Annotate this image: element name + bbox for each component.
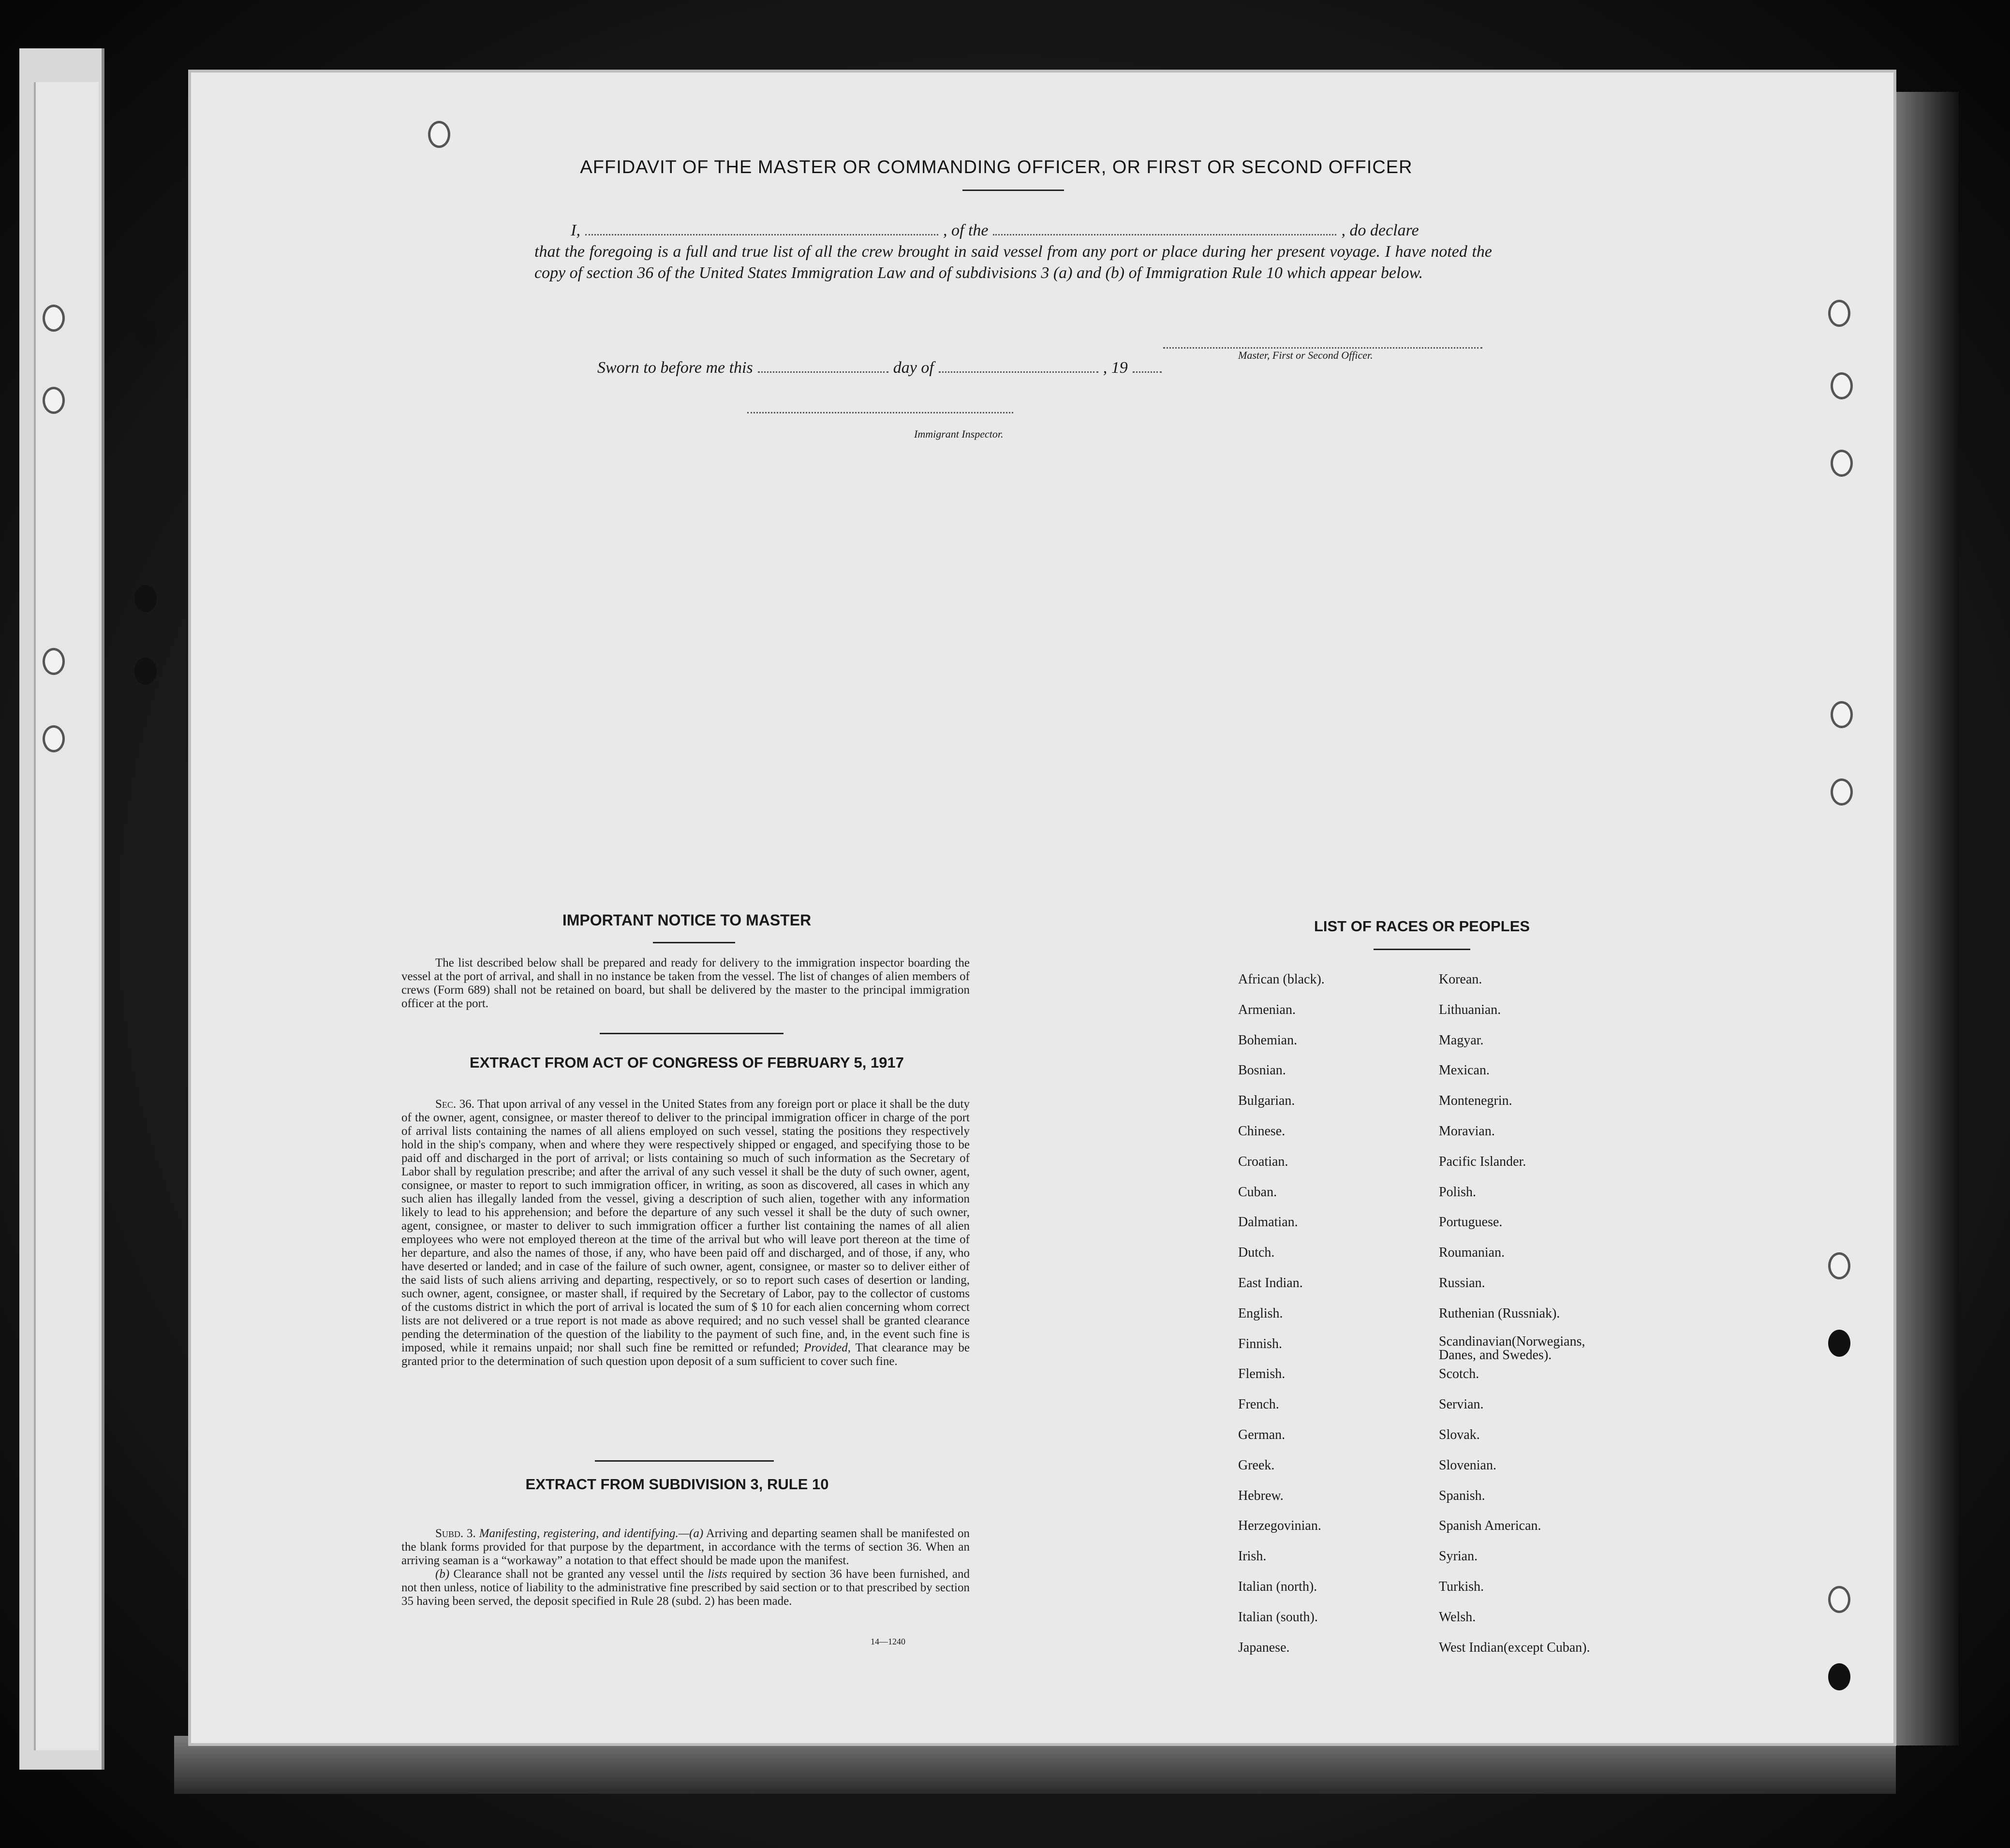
inspector-signature-field[interactable] [747, 412, 1013, 413]
sworn-line [597, 358, 1202, 377]
act-title: EXTRACT FROM ACT OF CONGRESS OF FEBRUARY 5, 1917 [470, 1054, 904, 1071]
affidavit-i: I, [571, 221, 580, 239]
race-item: Japanese. [1238, 1640, 1290, 1655]
divider [1374, 949, 1470, 950]
binder-hole [428, 121, 450, 148]
binder-hole [1831, 372, 1853, 399]
race-item: Scandinavian(Norwegians, Danes, and Swedes). [1439, 1334, 1585, 1363]
name-field[interactable] [585, 220, 938, 235]
divider [595, 1460, 774, 1462]
race-item: Dalmatian. [1238, 1215, 1298, 1230]
binder-hole [43, 305, 65, 332]
inspector-label: Immigrant Inspector. [914, 428, 1004, 440]
affidavit-of-the: , of the [943, 221, 989, 239]
races-title: LIST OF RACES OR PEOPLES [1314, 918, 1530, 935]
race-item: Polish. [1439, 1184, 1477, 1200]
subdivision-label: Subd. 3. [435, 1527, 476, 1540]
race-item: Lithuanian. [1439, 1002, 1501, 1017]
binder-hole [1831, 450, 1853, 477]
race-item: Mexican. [1439, 1063, 1490, 1078]
binder-hole [1831, 701, 1853, 728]
vessel-field[interactable] [993, 220, 1336, 235]
master-signature-label: Master, First or Second Officer. [1238, 349, 1373, 361]
race-item: West Indian(except Cuban). [1439, 1640, 1590, 1655]
race-item: Roumanian. [1439, 1245, 1505, 1261]
binder-hole [1828, 300, 1850, 327]
race-item: Irish. [1238, 1549, 1267, 1564]
race-item: German. [1238, 1427, 1286, 1442]
act-body-end: That clearance may be granted prior to the determination of such question upon deposit of a sum sufficient to cover such fine. [401, 1341, 970, 1368]
race-item: Russian. [1439, 1275, 1485, 1291]
form-number: 14—1240 [871, 1637, 905, 1646]
manifest-page [191, 73, 1893, 1743]
binder-hole-dark [1828, 1330, 1850, 1357]
binder-hole [43, 387, 65, 414]
subdivision-text-b1: Clearance shall not be granted any vessel until the [453, 1568, 704, 1581]
affidavit-declaration-line [534, 220, 1492, 241]
subdivision-text-b2: required by section 36 have been furnished, and not then unless, notice of liability to the administrative fine prescribed by said section or to that prescribed by section 35 having been served, the deposit specified in Rule 28 (subd. 2) has been made. [401, 1568, 970, 1608]
day-of-label: day of [893, 359, 934, 377]
race-item: Bosnian. [1238, 1063, 1286, 1078]
sworn-year-field[interactable] [1133, 358, 1162, 373]
act-section-label: Sec. 36. [435, 1098, 474, 1111]
race-item: Welsh. [1439, 1609, 1476, 1625]
race-item: Hebrew. [1238, 1488, 1284, 1503]
race-item: Bulgarian. [1238, 1093, 1295, 1109]
divider [600, 1033, 783, 1034]
race-item: Armenian. [1238, 1002, 1296, 1017]
race-item: Dutch. [1238, 1245, 1275, 1261]
binder-hole-dark [1828, 1663, 1850, 1690]
subdivision-text-a: Arriving and departing seamen shall be manifested on the blank forms provided for that purpose by the department, in accordance with the terms of section 36. When an arriving seaman is a “workaway” a notation to that effect should be made upon the manifest. [401, 1527, 970, 1567]
binder-hole-dark [134, 242, 157, 269]
binder-hole [1828, 1252, 1850, 1279]
race-item: Scotch. [1439, 1366, 1479, 1382]
year-label: , 19 [1103, 359, 1128, 377]
race-item: Turkish. [1439, 1579, 1484, 1594]
race-item: Montenegrin. [1439, 1093, 1512, 1109]
race-item: Moravian. [1439, 1123, 1495, 1139]
binder-hole-dark [134, 585, 157, 612]
race-item: Slovak. [1439, 1427, 1480, 1442]
race-item: Italian (north). [1238, 1579, 1317, 1594]
act-provided: Provided, [804, 1341, 851, 1354]
race-item: Herzegovinian. [1238, 1518, 1321, 1534]
binder-hole-dark [134, 319, 157, 346]
subdivision-heading: Manifesting, registering, and identifying.—(a) [479, 1527, 704, 1540]
race-item: African (black). [1238, 972, 1325, 987]
race-item: Flemish. [1238, 1366, 1286, 1382]
affidavit-do-declare: , do declare [1341, 221, 1419, 239]
notice-title: IMPORTANT NOTICE TO MASTER [562, 911, 812, 929]
race-item: French. [1238, 1397, 1279, 1412]
binder-hole-dark [134, 658, 157, 685]
affidavit-title: AFFIDAVIT OF THE MASTER OR COMMANDING OFFICER, OR FIRST OR SECOND OFFICER [580, 157, 1413, 177]
race-item: Italian (south). [1238, 1609, 1318, 1625]
binder-hole [1831, 778, 1853, 806]
binder-hole [43, 648, 65, 675]
affidavit-statement: that the foregoing is a full and true list of all the crew brought in said vessel from any port or place during her present voyage. I have noted the copy of section 36 of the United States Immigration Law and of subdivisions 3 (a) and (b) of Immigration Rule 10 which appear below. [534, 243, 1492, 282]
affidavit-body [534, 220, 1492, 284]
race-item: Korean. [1439, 972, 1482, 987]
binder-hole [43, 725, 65, 752]
race-item: East Indian. [1238, 1275, 1303, 1291]
subdivision-text [401, 1527, 970, 1608]
race-item: Cuban. [1238, 1184, 1277, 1200]
sworn-month-field[interactable] [939, 358, 1098, 373]
bottom-page-edge [174, 1736, 1896, 1794]
sworn-day-field[interactable] [758, 358, 888, 373]
race-item: Greek. [1238, 1457, 1275, 1473]
race-item: Spanish American. [1439, 1518, 1541, 1534]
subdivision-title: EXTRACT FROM SUBDIVISION 3, RULE 10 [525, 1476, 829, 1493]
race-item: English. [1238, 1305, 1283, 1321]
sworn-label: Sworn to before me this [597, 359, 753, 377]
subdivision-lists: lists [708, 1568, 727, 1581]
master-signature-field[interactable] [1163, 347, 1482, 349]
race-item: Portuguese. [1439, 1215, 1503, 1230]
act-text [401, 1098, 970, 1368]
left-page-edge-inner [34, 82, 99, 1750]
race-item: Finnish. [1238, 1336, 1283, 1351]
race-item: Pacific Islander. [1439, 1154, 1526, 1169]
races-list-left [1238, 965, 1325, 1663]
race-item: Spanish. [1439, 1488, 1485, 1503]
act-body: That upon arrival of any vessel in the United States from any foreign port or place it shall be the duty of the owner, agent, consignee, or master thereof to deliver to the principal immigration officer in charge of the port of arrival lists containing the names of all aliens employed on such vessel, stating the positions they respectively hold in the ship's company, when and where they were respectively shipped or engaged, and specifying those to be paid off and discharged in the port of arrival; or lists containing so much of such information as the Secretary of Labor shall by regulation prescribe; and after the arrival of any such vessel it shall be the duty of such owner, agent, consignee, or master to report to such immigration officer, in writing, as soon as discovered, all cases in which any such alien has illegally landed from the vessel, giving a description of such alien, together with any information likely to lead to his apprehension; and before the departure of any such vessel it shall be the duty of such owner, agent, consignee, or master to deliver to such immigration officer a further list containing the names of all alien employees who were not employed thereon at the time of the arrival but who will leave port thereon at the time of her departure, and also the names of those, if any, who have been paid off and discharged, and of those, if any, who have deserted or landed; and in case of the failure of such owner, agent, consignee, or master so to deliver either of the said lists of such aliens arriving and departing, respectively, or so to report such cases of desertion or landing, such owner, agent, consignee, or master shall, if required by the Secretary of Labor, pay to the collector of customs of the customs district in which the port of arrival is located the sum of $ 10 for each alien concerning whom correct lists are not delivered or a true report is not made as above required; and no such vessel shall be granted clearance pending the determination of the question of the liability to the payment of such fine, and, in the event such fine is imposed, while it remains unpaid; nor shall such fine be remitted or refunded; [401, 1098, 970, 1354]
divider [962, 190, 1064, 191]
races-list-right [1439, 965, 1623, 1663]
race-item: Croatian. [1238, 1154, 1288, 1169]
race-item: Syrian. [1439, 1549, 1478, 1564]
notice-text: The list described below shall be prepared and ready for delivery to the immigration inspector boarding the vessel at the port of arrival, and shall in no instance be taken from the vessel. The list of changes of alien members of crews (Form 689) shall not be retained on board, but shall be delivered by the master to the principal immigration officer at the port. [401, 956, 970, 1010]
subdivision-b-label: (b) [435, 1568, 450, 1581]
race-item: Servian. [1439, 1397, 1484, 1412]
divider [653, 942, 735, 943]
race-item: Magyar. [1439, 1032, 1484, 1048]
race-item: Chinese. [1238, 1123, 1286, 1139]
race-item: Bohemian. [1238, 1032, 1298, 1048]
race-item: Ruthenian (Russniak). [1439, 1305, 1560, 1321]
race-item: Slovenian. [1439, 1457, 1496, 1473]
binder-hole [1828, 1586, 1850, 1613]
